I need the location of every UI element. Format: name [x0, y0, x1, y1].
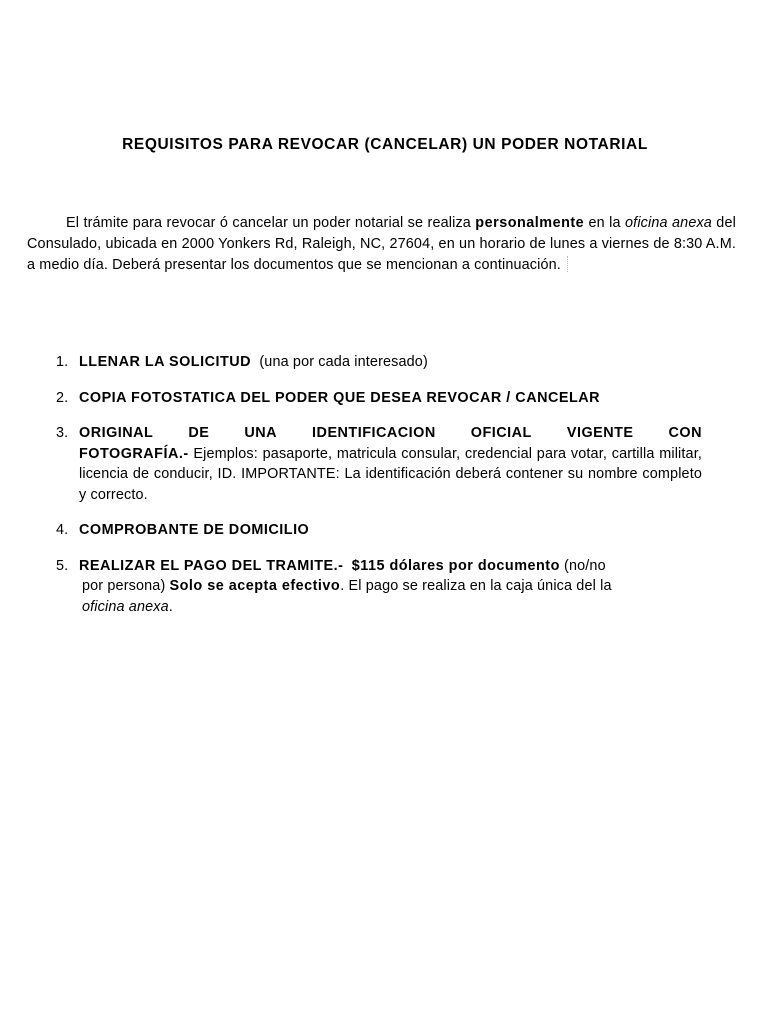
requirement-text: (una por cada interesado) [259, 354, 428, 370]
requirement-text: Ejemplos: pasaporte, matricula consular, credencial para votar, cartilla militar, licencia de conducir, ID. IMPORTANTE: La identificación deberá contener su nombre completo y correcto. [79, 445, 702, 503]
heading-word: ORIGINAL [79, 425, 154, 441]
requirement-number: 1. [56, 354, 69, 370]
requirement-number: 5. [56, 557, 69, 574]
intro-paragraph [27, 213, 736, 276]
heading-word: DE [188, 425, 210, 441]
heading-word: OFICIAL [470, 425, 532, 441]
requirement-text-3: . El pago se realiza en la caja única del la [340, 578, 612, 594]
requirement-item-1 [56, 352, 702, 373]
requirement-item-3 [56, 423, 702, 505]
requirement-heading: REALIZAR EL PAGO DEL TRAMITE.- [79, 557, 344, 574]
intro-text-3: del Consulado, ubicada en 2000 Yonkers Rd, Raleigh, NC, 27604, en un horario de lunes a viernes de 8:30 A.M. a medio día. Deberá presentar los documentos que se mencionan a continuación. [27, 215, 736, 273]
intro-italic-oficina-anexa: oficina anexa [625, 215, 712, 231]
intro-text-1: El trámite para revocar ó cancelar un poder notarial se realiza [66, 215, 476, 231]
requirement-text-1: (no/no [559, 557, 606, 574]
requirement-cash-only: Solo se acepta efectivo [169, 578, 341, 594]
requirement-heading-2: FOTOGRAFÍA.- [79, 445, 189, 462]
requirement-text-4: . [168, 598, 173, 615]
requirement-italic-oficina-anexa: oficina anexa [82, 598, 169, 615]
requirement-heading: LLENAR LA SOLICITUD [79, 354, 252, 370]
requirement-number: 2. [56, 389, 69, 406]
intro-bold-personalmente: personalmente [475, 215, 585, 231]
requirement-item-5 [56, 556, 702, 618]
heading-word: CON [668, 425, 702, 441]
requirement-number: 4. [56, 522, 69, 538]
text-cursor-mark [567, 256, 569, 272]
requirement-text-2: por persona) [82, 578, 170, 594]
requirement-item-2 [56, 388, 702, 409]
requirement-number: 3. [56, 425, 69, 441]
intro-text-2: en la [584, 215, 626, 231]
requirement-item-4 [56, 520, 702, 541]
heading-word: UNA [244, 425, 278, 441]
requirements-list [56, 352, 702, 632]
heading-word: VIGENTE [566, 425, 634, 441]
requirement-heading-line [79, 423, 702, 444]
requirement-heading: COPIA FOTOSTATICA DEL PODER QUE DESEA REVOCAR / CANCELAR [79, 389, 601, 406]
heading-word: IDENTIFICACION [312, 425, 436, 441]
document-title: REQUISITOS PARA REVOCAR (CANCELAR) UN PODER NOTARIAL [122, 136, 648, 153]
requirement-heading: COMPROBANTE DE DOMICILIO [79, 522, 310, 538]
requirement-price: $115 dólares por documento [351, 557, 560, 574]
